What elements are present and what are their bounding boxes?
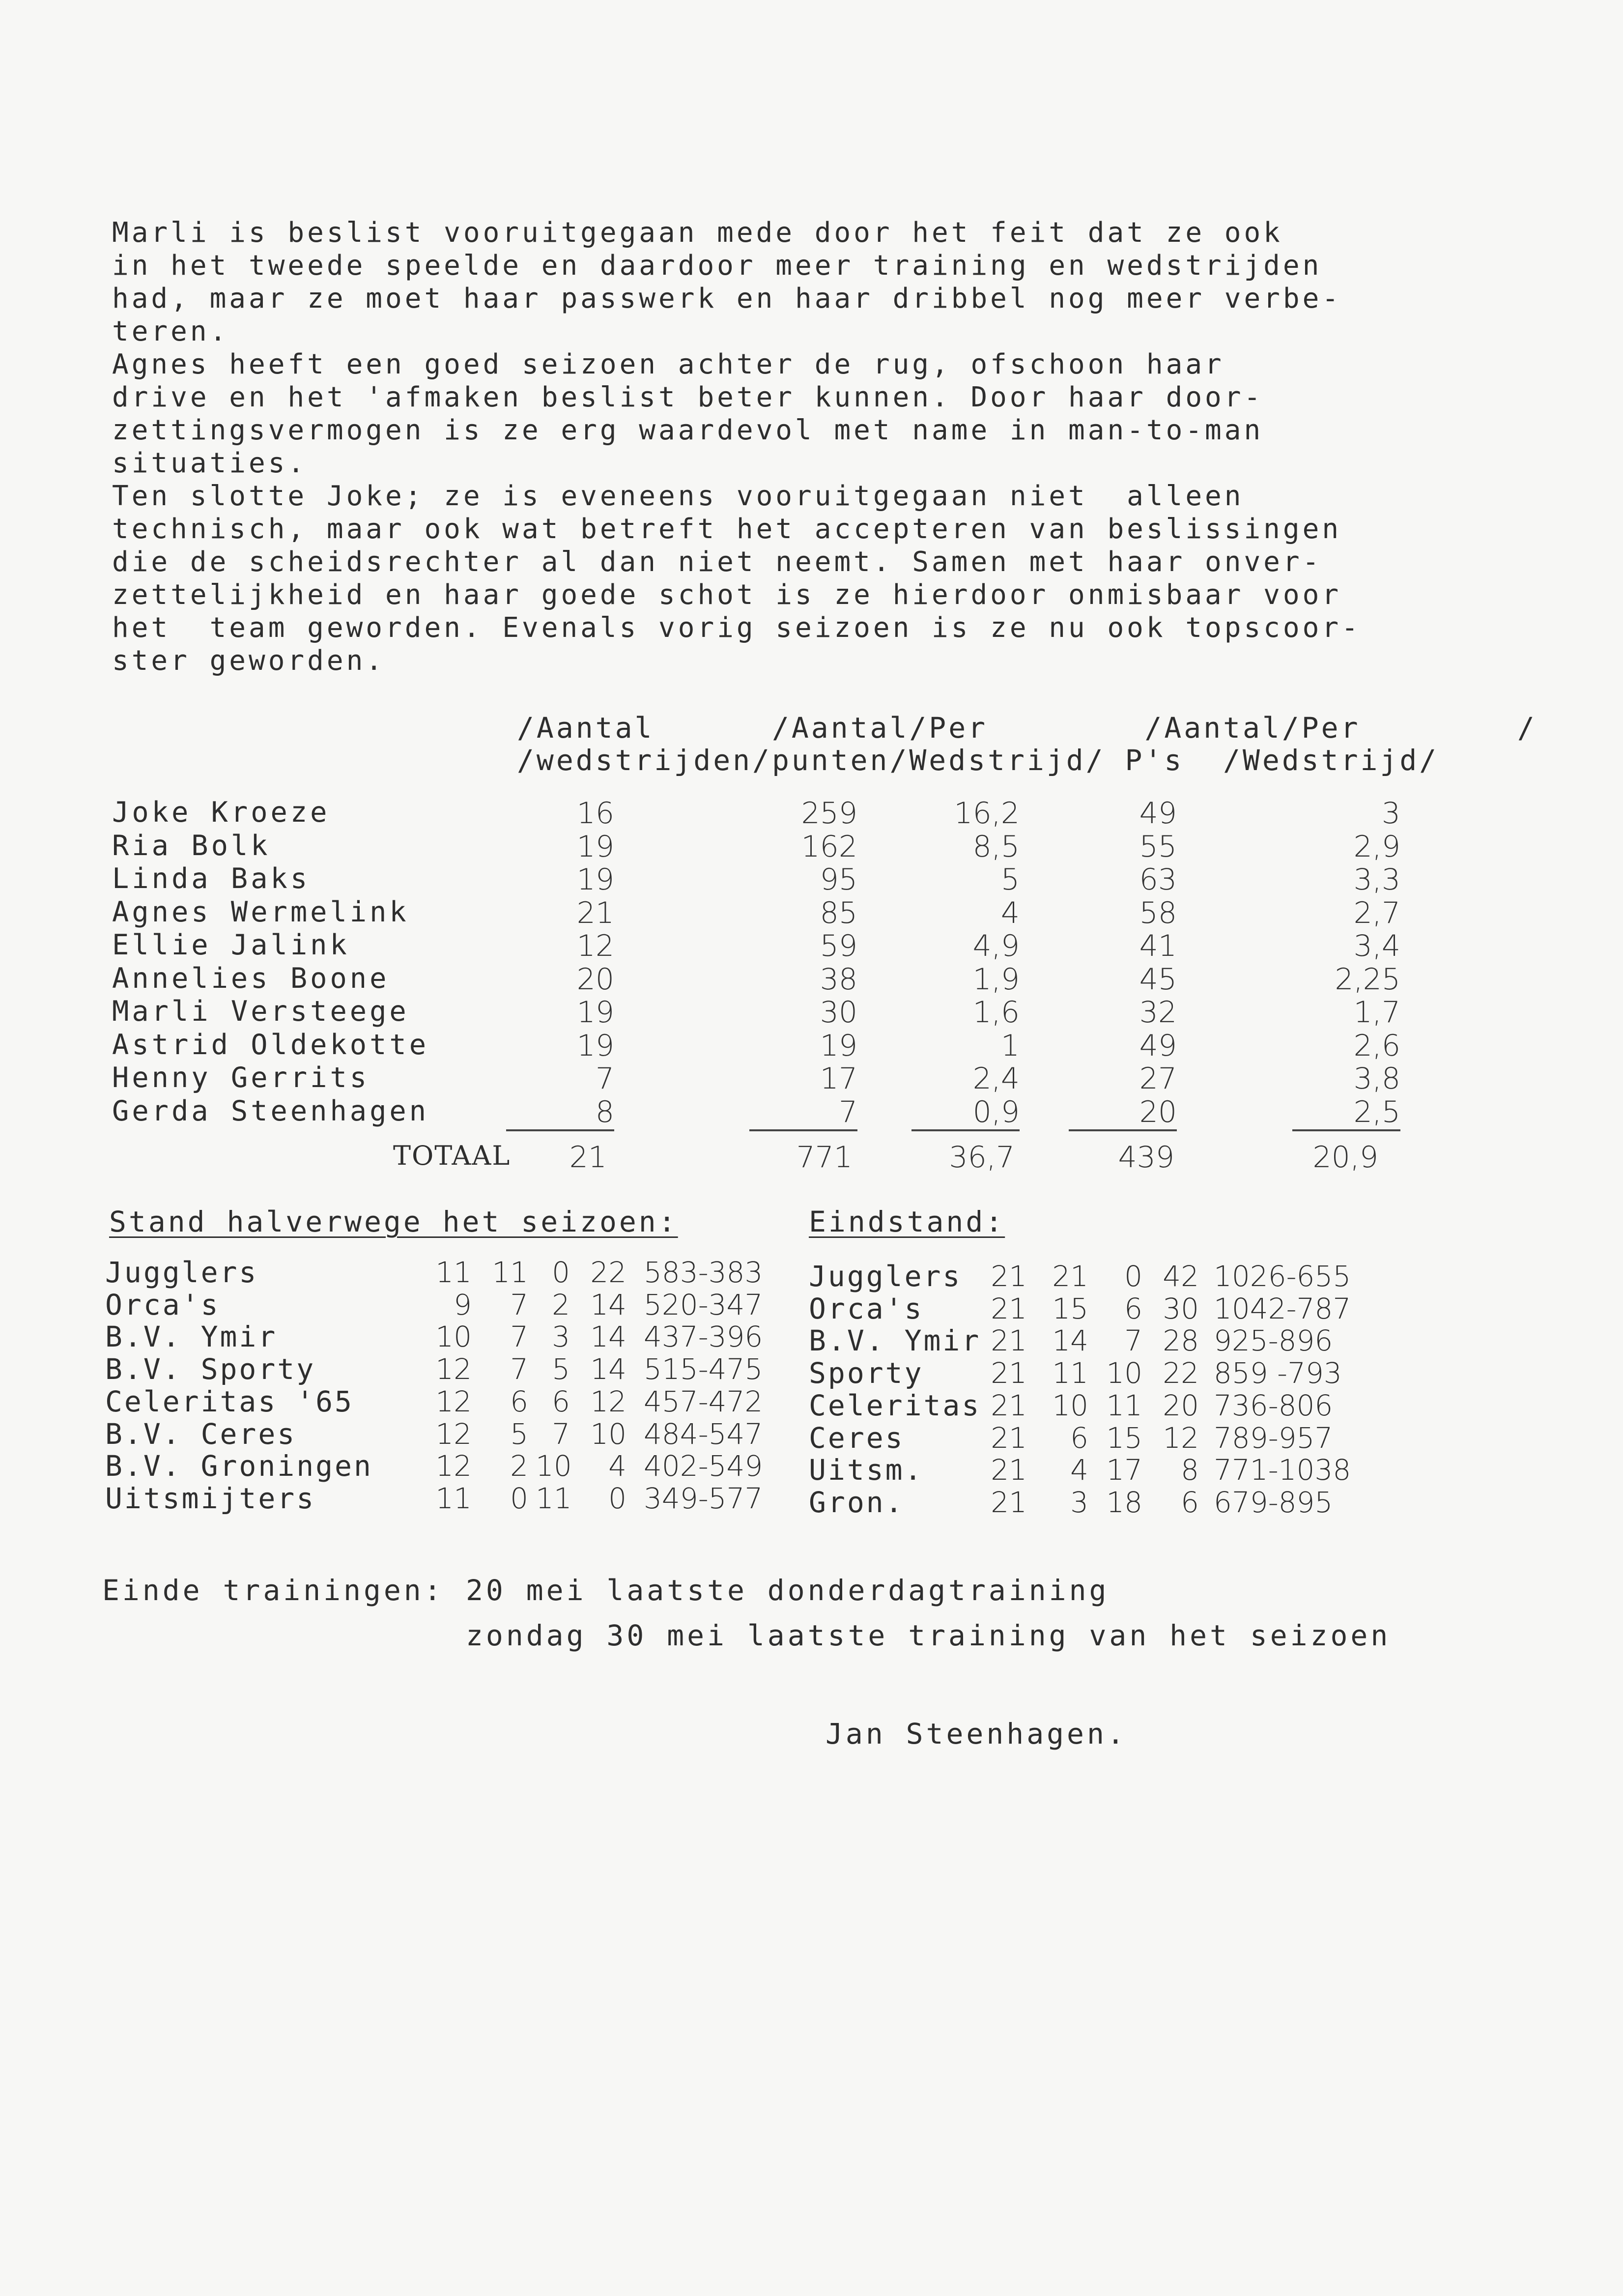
ps-per-game-cell: 1,7 xyxy=(1353,995,1400,1030)
per-game-cell: 2,4 xyxy=(972,1062,1020,1096)
per-game-cell: 1 xyxy=(1000,1028,1020,1063)
final-team: Orca's xyxy=(809,1292,924,1325)
final-score: 771-1038 xyxy=(1214,1453,1351,1487)
final-played: 21 xyxy=(991,1356,1027,1390)
halfway-played: 11 xyxy=(435,1481,472,1515)
final-points: 8 xyxy=(1181,1453,1199,1487)
per-game-cell: 0,9 xyxy=(911,1095,1020,1131)
halfway-won: 11 xyxy=(492,1256,528,1289)
text-line: ster geworden. xyxy=(112,645,386,677)
ps-per-game-cell: 2,25 xyxy=(1335,962,1400,997)
training-end-label: Einde trainingen: xyxy=(102,1574,444,1607)
final-points: 42 xyxy=(1163,1260,1199,1293)
total-ps-per-game-cell: 20,9 xyxy=(1312,1140,1378,1175)
final-points: 12 xyxy=(1163,1421,1199,1455)
ps-per-game-cell: 3 xyxy=(1381,796,1400,831)
final-played: 21 xyxy=(991,1388,1027,1422)
halfway-points: 14 xyxy=(590,1320,626,1354)
player-name: Henny Gerrits xyxy=(112,1062,370,1094)
final-score: 859 -793 xyxy=(1214,1356,1342,1390)
halfway-standings-title: Stand halverwege het seizoen: xyxy=(109,1205,678,1238)
halfway-won: 6 xyxy=(510,1384,528,1418)
halfway-played: 12 xyxy=(435,1384,472,1418)
games-cell: 8 xyxy=(506,1095,614,1131)
text-line: het team geworden. Evenals vorig seizoen is ze nu ook topscoor- xyxy=(112,612,1361,644)
per-game-cell: 4,9 xyxy=(972,929,1020,963)
total-ps-cell: 439 xyxy=(1118,1140,1174,1175)
halfway-played: 9 xyxy=(454,1288,472,1321)
final-score: 1042-787 xyxy=(1214,1292,1351,1325)
halfway-points: 10 xyxy=(590,1417,626,1451)
halfway-points: 22 xyxy=(590,1256,626,1289)
halfway-score: 457-472 xyxy=(644,1384,763,1418)
halfway-lost: 0 xyxy=(552,1256,570,1289)
text-line: Agnes heeft een goed seizoen achter de rug, ofschoon haar xyxy=(112,348,1224,380)
signature: Jan Steenhagen. xyxy=(826,1717,1127,1751)
ps-cell: 32 xyxy=(1139,995,1177,1030)
halfway-won: 2 xyxy=(510,1449,528,1483)
games-cell: 19 xyxy=(576,995,614,1030)
ps-cell: 58 xyxy=(1139,895,1177,930)
halfway-lost: 2 xyxy=(552,1288,570,1321)
player-name: Annelies Boone xyxy=(112,962,390,995)
text-line: drive en het 'afmaken beslist beter kunnen. Door haar door- xyxy=(112,381,1264,413)
per-game-cell: 16,2 xyxy=(954,796,1020,831)
final-won: 11 xyxy=(1052,1356,1088,1390)
halfway-won: 7 xyxy=(510,1288,528,1321)
halfway-team: Uitsmijters xyxy=(105,1481,316,1515)
halfway-lost: 5 xyxy=(552,1352,570,1386)
final-won: 10 xyxy=(1052,1388,1088,1422)
halfway-score: 520-347 xyxy=(644,1288,763,1321)
training-end-line-1: 20 mei laatste donderdagtraining xyxy=(466,1574,1110,1607)
final-won: 6 xyxy=(1070,1421,1088,1455)
halfway-points: 0 xyxy=(608,1481,626,1515)
final-lost: 6 xyxy=(1124,1292,1142,1325)
final-played: 21 xyxy=(991,1421,1027,1455)
text-line: situaties. xyxy=(112,447,308,479)
report-paragraph xyxy=(112,216,1414,677)
halfway-won: 0 xyxy=(510,1481,528,1515)
halfway-won: 7 xyxy=(510,1352,528,1386)
final-won: 14 xyxy=(1052,1324,1088,1358)
ps-cell: 55 xyxy=(1139,829,1177,864)
final-team: Ceres xyxy=(809,1421,905,1455)
text-line: Ten slotte Joke; ze is eveneens vooruitgegaan niet alleen xyxy=(112,480,1244,512)
halfway-played: 12 xyxy=(435,1449,472,1483)
halfway-points: 14 xyxy=(590,1288,626,1321)
games-cell: 12 xyxy=(576,929,614,963)
halfway-score: 484-547 xyxy=(644,1417,763,1451)
halfway-score: 437-396 xyxy=(644,1320,763,1354)
text-line: zettelijkheid en haar goede schot is ze hierdoor onmisbaar voor xyxy=(112,579,1342,611)
games-cell: 19 xyxy=(576,1028,614,1063)
ps-cell: 27 xyxy=(1139,1062,1177,1096)
ps-per-game-cell: 2,6 xyxy=(1353,1028,1400,1063)
ps-cell: 63 xyxy=(1139,862,1177,897)
final-won: 15 xyxy=(1052,1292,1088,1325)
games-cell: 16 xyxy=(576,796,614,831)
final-score: 1026-655 xyxy=(1214,1260,1351,1293)
text-line: teren. xyxy=(112,316,229,347)
points-cell: 38 xyxy=(820,962,857,997)
ps-per-game-cell: 2,5 xyxy=(1292,1095,1400,1131)
player-name: Ellie Jalink xyxy=(112,929,350,961)
final-score: 925-896 xyxy=(1214,1324,1333,1358)
ps-cell: 45 xyxy=(1139,962,1177,997)
ps-per-game-cell: 3,4 xyxy=(1353,929,1400,963)
halfway-team: B.V. Ymir xyxy=(105,1320,278,1354)
final-team: Uitsm. xyxy=(809,1453,924,1487)
halfway-score: 402-549 xyxy=(644,1449,763,1483)
halfway-score: 349-577 xyxy=(644,1481,763,1515)
final-points: 28 xyxy=(1163,1324,1199,1358)
final-team: Sporty xyxy=(809,1356,924,1390)
final-lost: 18 xyxy=(1106,1485,1142,1519)
player-name: Joke Kroeze xyxy=(112,796,330,829)
final-played: 21 xyxy=(991,1324,1027,1358)
halfway-won: 5 xyxy=(510,1417,528,1451)
player-name: Marli Versteege xyxy=(112,995,409,1028)
player-name: Linda Baks xyxy=(112,862,311,895)
points-cell: 17 xyxy=(820,1062,857,1096)
games-cell: 19 xyxy=(576,862,614,897)
halfway-team: B.V. Groningen xyxy=(105,1449,373,1483)
player-name: Agnes Wermelink xyxy=(112,895,409,928)
halfway-lost: 10 xyxy=(536,1449,572,1483)
text-line: die de scheidsrechter al dan niet neemt. Samen met haar onver- xyxy=(112,546,1322,578)
final-score: 736-806 xyxy=(1214,1388,1333,1422)
final-won: 4 xyxy=(1070,1453,1088,1487)
halfway-team: B.V. Ceres xyxy=(105,1417,297,1451)
ps-cell: 49 xyxy=(1139,1028,1177,1063)
games-cell: 19 xyxy=(576,829,614,864)
final-lost: 0 xyxy=(1124,1260,1142,1293)
final-won: 3 xyxy=(1070,1485,1088,1519)
final-lost: 7 xyxy=(1124,1324,1142,1358)
halfway-won: 7 xyxy=(510,1320,528,1354)
final-points: 30 xyxy=(1163,1292,1199,1325)
total-points-cell: 771 xyxy=(796,1140,853,1175)
player-name: Astrid Oldekotte xyxy=(112,1028,429,1061)
points-cell: 59 xyxy=(820,929,857,963)
halfway-played: 12 xyxy=(435,1417,472,1451)
final-points: 6 xyxy=(1181,1485,1199,1519)
final-team: Celeritas xyxy=(809,1388,981,1422)
halfway-played: 10 xyxy=(435,1320,472,1354)
per-game-cell: 8,5 xyxy=(972,829,1020,864)
halfway-team: Orca's xyxy=(105,1288,220,1321)
final-team: Jugglers xyxy=(809,1260,962,1293)
final-lost: 15 xyxy=(1106,1421,1142,1455)
final-points: 20 xyxy=(1163,1388,1199,1422)
halfway-points: 14 xyxy=(590,1352,626,1386)
text-line: zettingsvermogen is ze erg waardevol met name in man-to-man xyxy=(112,414,1264,446)
per-game-cell: 1,9 xyxy=(972,962,1020,997)
halfway-score: 515-475 xyxy=(644,1352,763,1386)
player-name: Ria Bolk xyxy=(112,829,271,862)
final-played: 21 xyxy=(991,1485,1027,1519)
ps-per-game-cell: 2,7 xyxy=(1353,895,1400,930)
player-name: Gerda Steenhagen xyxy=(112,1094,429,1127)
final-played: 21 xyxy=(991,1292,1027,1325)
halfway-score: 583-383 xyxy=(644,1256,763,1289)
text-line: Marli is beslist vooruitgegaan mede door het feit dat ze ook xyxy=(112,217,1283,249)
text-line: technisch, maar ook wat betreft het accepteren van beslissingen xyxy=(112,513,1342,545)
per-game-cell: 1,6 xyxy=(972,995,1020,1030)
stats-header-line-2: /wedstrijden/punten/Wedstrijd/ P's /Wedstrijd/ xyxy=(517,744,1439,777)
points-cell: 19 xyxy=(820,1028,857,1063)
ps-per-game-cell: 3,3 xyxy=(1353,862,1400,897)
final-lost: 10 xyxy=(1106,1356,1142,1390)
points-cell: 162 xyxy=(801,829,857,864)
final-lost: 17 xyxy=(1106,1453,1142,1487)
final-points: 22 xyxy=(1163,1356,1199,1390)
final-score: 679-895 xyxy=(1214,1485,1333,1519)
points-cell: 85 xyxy=(820,895,857,930)
final-won: 21 xyxy=(1052,1260,1088,1293)
games-cell: 7 xyxy=(595,1062,614,1096)
halfway-team: B.V. Sporty xyxy=(105,1352,316,1386)
halfway-lost: 7 xyxy=(552,1417,570,1451)
final-score: 789-957 xyxy=(1214,1421,1333,1455)
per-game-cell: 4 xyxy=(1000,895,1020,930)
total-games-cell: 21 xyxy=(569,1140,607,1175)
total-per-game-cell: 36,7 xyxy=(949,1140,1015,1175)
halfway-team: Jugglers xyxy=(105,1256,258,1289)
halfway-points: 12 xyxy=(590,1384,626,1418)
points-cell: 30 xyxy=(820,995,857,1030)
points-cell: 259 xyxy=(801,796,857,831)
text-line: in het tweede speelde en daardoor meer training en wedstrijden xyxy=(112,250,1322,282)
ps-per-game-cell: 2,9 xyxy=(1353,829,1400,864)
ps-per-game-cell: 3,8 xyxy=(1353,1062,1400,1096)
stats-header-line-1: /Aantal /Aantal/Per /Aantal/Per / xyxy=(517,711,1537,745)
text-line: had, maar ze moet haar passwerk en haar dribbel nog meer verbe- xyxy=(112,283,1342,315)
ps-cell: 41 xyxy=(1139,929,1177,963)
final-played: 21 xyxy=(991,1260,1027,1293)
halfway-points: 4 xyxy=(608,1449,626,1483)
per-game-cell: 5 xyxy=(1000,862,1020,897)
halfway-lost: 11 xyxy=(536,1481,572,1515)
ps-cell: 20 xyxy=(1069,1095,1177,1131)
points-cell: 7 xyxy=(749,1095,857,1131)
ps-cell: 49 xyxy=(1139,796,1177,831)
training-end-line-2: zondag 30 mei laatste training van het seizoen xyxy=(466,1619,1391,1652)
halfway-lost: 3 xyxy=(552,1320,570,1354)
halfway-played: 12 xyxy=(435,1352,472,1386)
final-played: 21 xyxy=(991,1453,1027,1487)
games-cell: 21 xyxy=(576,895,614,930)
final-lost: 11 xyxy=(1106,1388,1142,1422)
halfway-lost: 6 xyxy=(552,1384,570,1418)
final-standings-title: Eindstand: xyxy=(809,1205,1005,1238)
games-cell: 20 xyxy=(576,962,614,997)
final-team: Gron. xyxy=(809,1485,905,1519)
totals-label: TOTAAL xyxy=(393,1140,511,1171)
points-cell: 95 xyxy=(820,862,857,897)
halfway-team: Celeritas '65 xyxy=(105,1384,354,1418)
final-team: B.V. Ymir xyxy=(809,1324,981,1358)
halfway-played: 11 xyxy=(435,1256,472,1289)
